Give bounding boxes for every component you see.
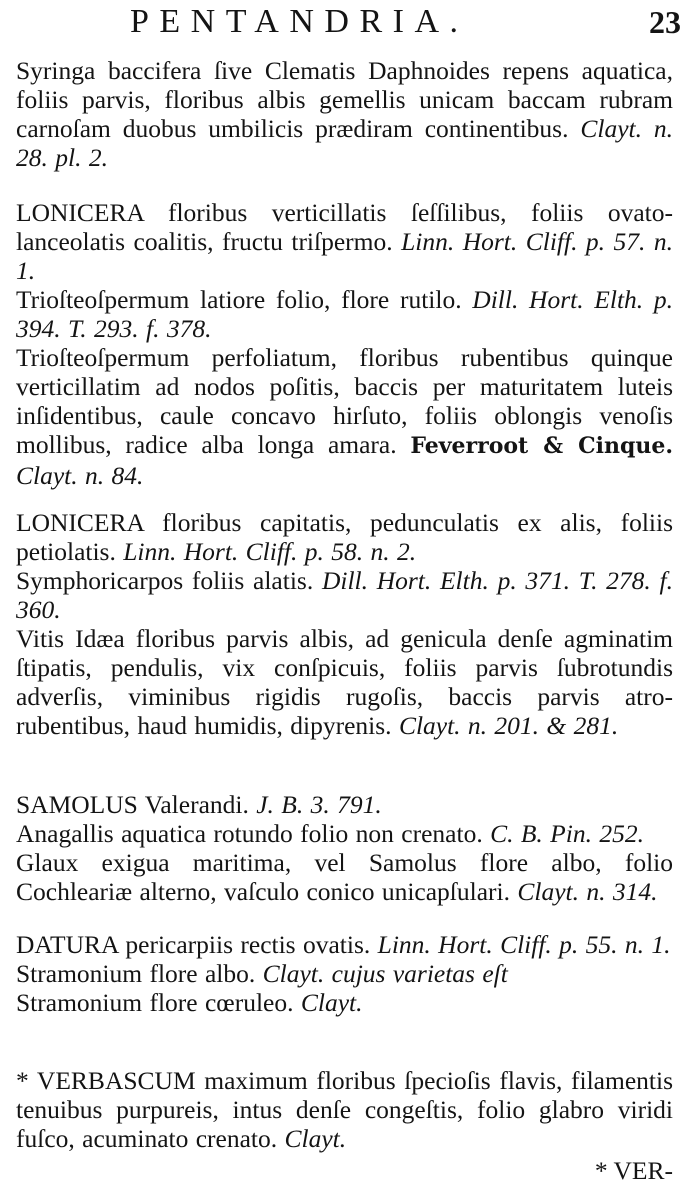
- description-text: Syringa baccifera ſive Clematis Daphnoides repens aquatica, foliis parvis, floribus albis gemellis unicam baccam rubram carnoſam duobus umbilicis prædiram continentibus.: [16, 56, 673, 143]
- running-title: PENTANDRIA.: [130, 3, 469, 40]
- running-head: [0, 0, 691, 46]
- page-number: 23: [649, 4, 681, 40]
- description-text: Stramonium flore cœruleo.: [16, 988, 301, 1017]
- entry-paragraph: [16, 819, 673, 848]
- citation: C. B. Pin. 252.: [490, 819, 644, 848]
- entry-paragraph: [16, 848, 673, 906]
- catchword: * VER-: [594, 1156, 673, 1185]
- entry-datura: [16, 930, 673, 1017]
- description-text: LONICERA floribus verticillatis ſeſſilibus, foliis ovato-lanceolatis coalitis, fructu triſpermo.: [16, 198, 673, 256]
- citation: Clayt.: [300, 988, 363, 1017]
- citation: Clayt. n. 201. & 281.: [398, 711, 619, 740]
- citation: Linn. Hort. Cliff. p. 58. n. 2.: [123, 537, 417, 566]
- citation: Clayt. n. 84.: [16, 461, 144, 490]
- entry-lonicera-1: [16, 198, 673, 490]
- entry-paragraph: [16, 198, 673, 285]
- entry-paragraph: [16, 1066, 673, 1153]
- entry-samolus: [16, 790, 673, 906]
- vernacular-name: Feverroot & Cinque.: [410, 433, 673, 459]
- description-text: Vitis Idæa floribus parvis albis, ad genicula denſe agminatim ſtipatis, pendulis, vix conſpicuis, foliis parvis ſubrotundis adverſis, viminibus rigidis rugoſis, baccis parvis atro-rubentibus, haud humidis, dipyrenis.: [16, 624, 673, 740]
- entry-syringa: [16, 56, 673, 172]
- description-text: Trioſteoſpermum latiore folio, flore rutilo.: [16, 285, 473, 314]
- citation: Clayt. n. 28. pl. 2.: [16, 114, 673, 172]
- citation: Clayt. cujus varietas eſt: [262, 959, 508, 988]
- citation: Linn. Hort. Cliff. p. 57. n. 1.: [16, 227, 673, 285]
- description-text: LONICERA floribus capitatis, pedunculatis ex alis, foliis petiolatis.: [16, 508, 673, 566]
- entry-paragraph: [16, 624, 673, 740]
- entry-paragraph: [16, 930, 673, 959]
- description-text: DATURA pericarpiis rectis ovatis.: [16, 930, 378, 959]
- citation: Dill. Hort. Elth. p. 371. T. 278. f. 360.: [16, 566, 673, 624]
- citation: Clayt.: [284, 1124, 347, 1153]
- entry-paragraph: [16, 566, 673, 624]
- description-text: Anagallis aquatica rotundo folio non crenato.: [16, 819, 491, 848]
- entry-paragraph: [16, 508, 673, 566]
- citation: J. B. 3. 791.: [256, 790, 382, 819]
- entry-paragraph: [16, 988, 673, 1017]
- description-text: SAMOLUS Valerandi.: [16, 790, 257, 819]
- description-text: Symphoricarpos foliis alatis.: [16, 566, 322, 595]
- entry-paragraph: [16, 285, 673, 343]
- description-text: Glaux exigua maritima, vel Samolus flore albo, folio Cochleariæ alterno, vaſculo conico unicapſulari.: [16, 848, 673, 906]
- entry-verbascum: [16, 1066, 673, 1153]
- description-text: Stramonium flore albo.: [16, 959, 263, 988]
- citation: Dill. Hort. Elth. p. 394. T. 293. f. 378.: [16, 285, 673, 343]
- entry-paragraph: [16, 56, 673, 172]
- citation: Clayt. n. 314.: [517, 877, 658, 906]
- description-text: * VERBASCUM maximum floribus ſpecioſis flavis, filamentis tenuibus purpureis, intus denſe congeſtis, folio glabro viridi fuſco, acuminato crenato.: [16, 1066, 673, 1153]
- entry-lonicera-2: [16, 508, 673, 740]
- citation: Linn. Hort. Cliff. p. 55. n. 1.: [377, 930, 671, 959]
- entry-paragraph: [16, 959, 673, 988]
- description-text: Trioſteoſpermum perfoliatum, floribus rubentibus quinque verticillatim ad nodos poſitis, baccis per maturitatem luteis inſidentibus, caule concavo hirſuto, foliis oblongis venoſis mollibus, radice alba longa amara.: [16, 343, 673, 459]
- entry-paragraph: [16, 343, 673, 490]
- entry-paragraph: [16, 790, 673, 819]
